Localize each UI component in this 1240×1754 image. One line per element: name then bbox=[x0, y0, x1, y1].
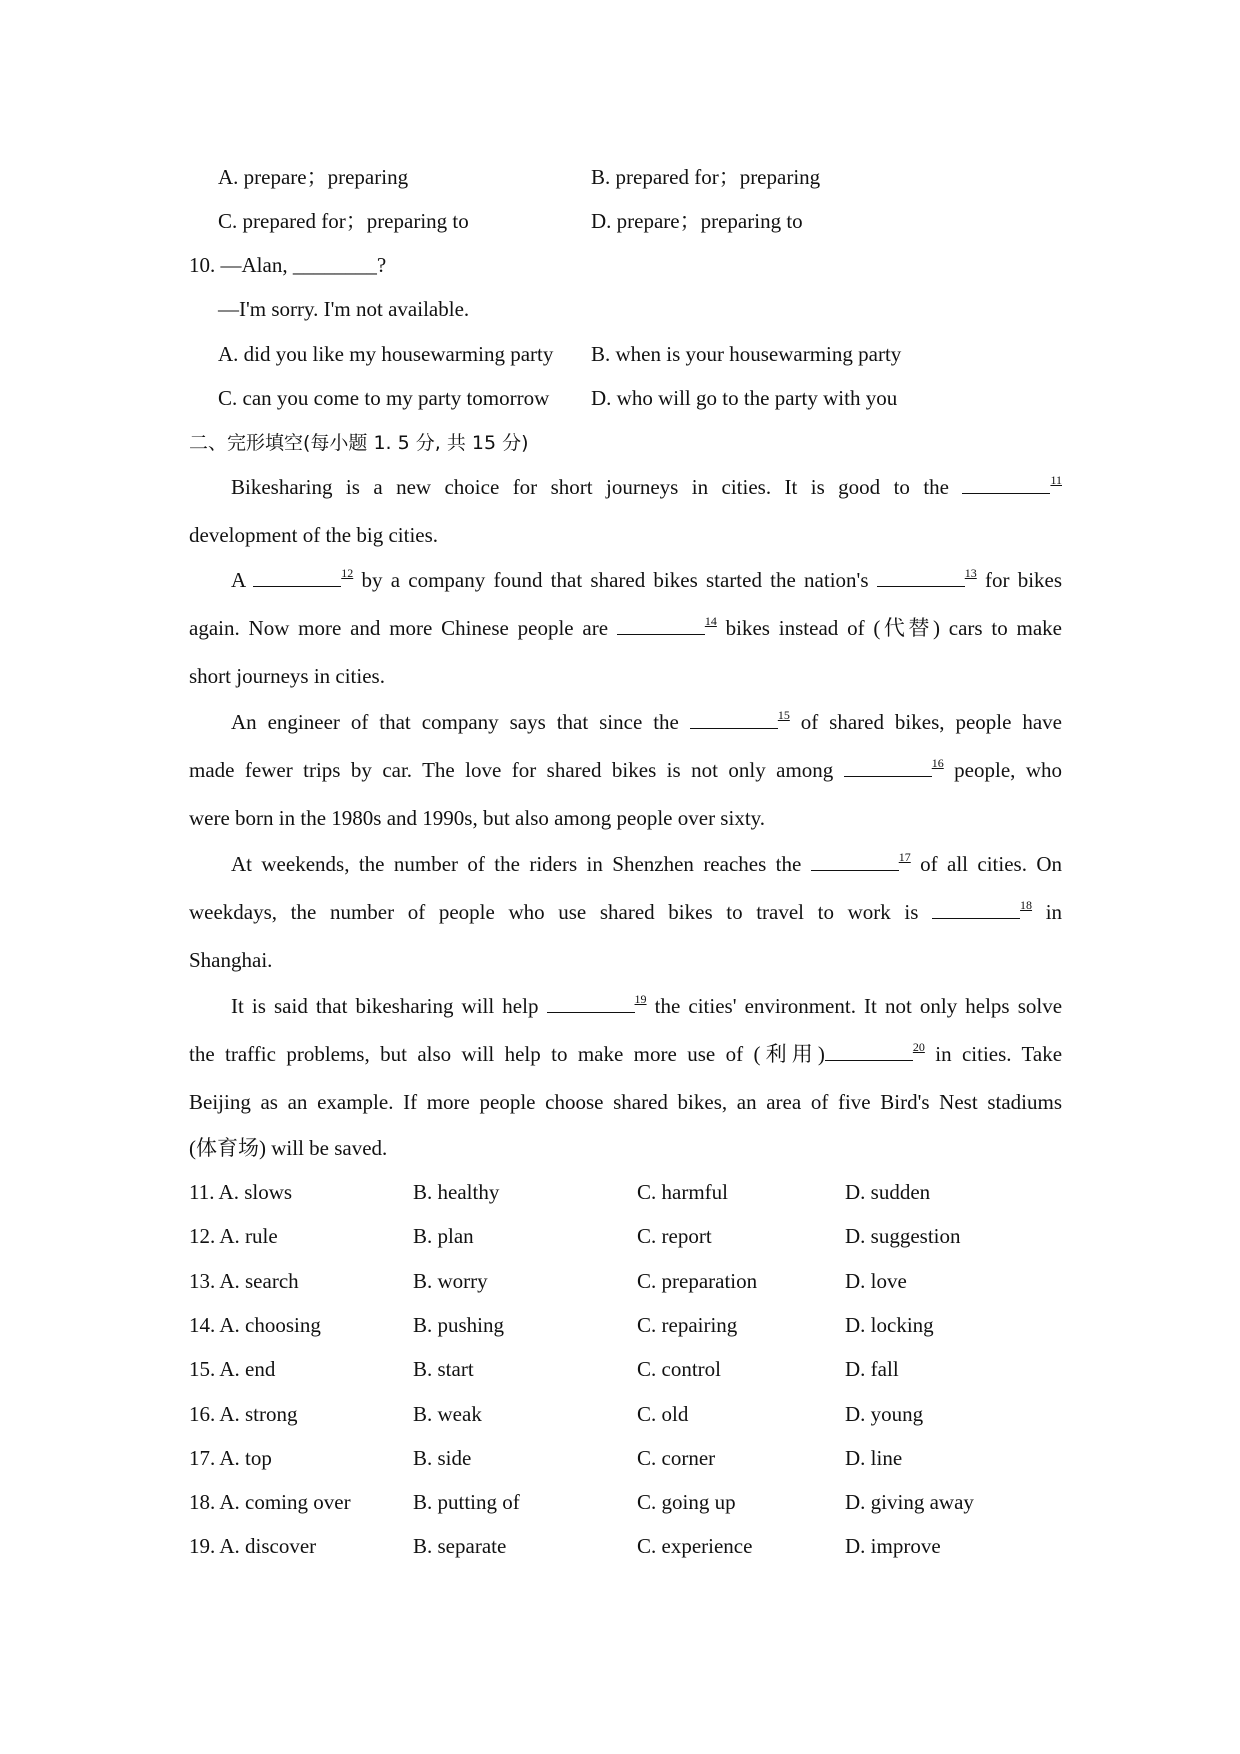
choice-option[interactable]: C. experience bbox=[637, 1534, 753, 1559]
blank-number: 15 bbox=[777, 708, 790, 722]
choice-option[interactable]: 16. A. strong bbox=[189, 1401, 298, 1426]
passage-text: made fewer trips by car. The love for shared bikes is not only among bbox=[189, 758, 834, 782]
passage-text: A bbox=[231, 568, 246, 592]
blank-number: 18 bbox=[1020, 898, 1033, 912]
choice-option[interactable]: D. giving away bbox=[845, 1490, 974, 1515]
choice-option[interactable]: B. plan bbox=[413, 1224, 474, 1249]
passage-line bbox=[189, 899, 1062, 925]
blank-number: 12 bbox=[341, 566, 354, 580]
choice-option[interactable]: B. separate bbox=[413, 1534, 507, 1559]
choice-option[interactable]: D. suggestion bbox=[845, 1224, 961, 1249]
blank-15[interactable] bbox=[690, 710, 778, 729]
passage-text: bikes instead of (代替) cars to make bbox=[725, 616, 1063, 640]
choice-option[interactable]: C. old bbox=[637, 1401, 689, 1426]
blank-number: 16 bbox=[931, 756, 944, 770]
passage-text: people, who bbox=[954, 758, 1062, 782]
passage-text: An engineer of that company says that since the bbox=[231, 710, 679, 734]
passage-text: for bikes bbox=[984, 568, 1063, 592]
blank-20[interactable] bbox=[825, 1042, 913, 1061]
passage-text: of shared bikes, people have bbox=[800, 710, 1062, 734]
passage-line: Beijing as an example. If more people choose shared bikes, an area of five Bird's Nest stadiums bbox=[189, 1090, 1062, 1114]
choice-option[interactable]: B. worry bbox=[413, 1268, 488, 1293]
q10-stem: 10. —Alan, ________? bbox=[189, 253, 387, 277]
blank-18[interactable] bbox=[932, 900, 1020, 919]
passage-line: Shanghai. bbox=[189, 948, 273, 972]
passage-line: were born in the 1980s and 1990s, but also among people over sixty. bbox=[189, 806, 766, 830]
q9-option-d: D. prepare；preparing to bbox=[591, 209, 803, 233]
q10-reply: —I'm sorry. I'm not available. bbox=[218, 297, 470, 321]
choice-option[interactable]: B. putting of bbox=[413, 1490, 520, 1515]
passage-text: in cities. Take bbox=[935, 1042, 1063, 1066]
choice-option[interactable]: D. fall bbox=[845, 1357, 899, 1382]
choice-option[interactable]: D. improve bbox=[845, 1534, 941, 1559]
choice-option[interactable]: C. going up bbox=[637, 1490, 736, 1515]
passage-line bbox=[231, 851, 1062, 877]
passage-text: weekdays, the number of people who use shared bikes to travel to work is bbox=[189, 900, 919, 924]
choice-option[interactable]: D. locking bbox=[845, 1312, 934, 1337]
q10-option-a: A. did you like my housewarming party bbox=[218, 342, 554, 366]
q10-option-d: D. who will go to the party with you bbox=[591, 386, 898, 410]
choice-option[interactable]: D. love bbox=[845, 1268, 907, 1293]
blank-16[interactable] bbox=[844, 758, 932, 777]
blank-19[interactable] bbox=[547, 994, 635, 1013]
q9-option-b: B. prepared for；preparing bbox=[591, 165, 821, 189]
passage-line bbox=[189, 1041, 1062, 1067]
choice-option[interactable]: C. corner bbox=[637, 1445, 716, 1470]
passage-line: development of the big cities. bbox=[189, 523, 439, 547]
choice-option[interactable]: D. line bbox=[845, 1445, 903, 1470]
choice-option[interactable]: B. start bbox=[413, 1357, 474, 1382]
passage-text: the cities' environment. It not only helps solve bbox=[654, 994, 1063, 1018]
choice-option[interactable]: 12. A. rule bbox=[189, 1224, 278, 1249]
blank-number: 20 bbox=[912, 1040, 925, 1054]
passage-text: the traffic problems, but also will help to make more use of (利用) bbox=[189, 1042, 825, 1066]
passage-text: Bikesharing is a new choice for short journeys in cities. It is good to the bbox=[231, 475, 950, 499]
blank-11[interactable] bbox=[962, 475, 1050, 494]
choice-option[interactable]: 18. A. coming over bbox=[189, 1490, 351, 1515]
choice-option[interactable]: D. young bbox=[845, 1401, 924, 1426]
blank-12[interactable] bbox=[253, 568, 341, 587]
passage-text: It is said that bikesharing will help bbox=[231, 994, 539, 1018]
choice-option[interactable]: D. sudden bbox=[845, 1180, 931, 1204]
passage-line bbox=[231, 709, 1062, 735]
q9-option-a: A. prepare；preparing bbox=[218, 165, 409, 189]
choice-option[interactable]: 11. A. slows bbox=[189, 1180, 293, 1204]
passage-text: in bbox=[1045, 900, 1063, 924]
passage-text: of all cities. On bbox=[920, 852, 1063, 876]
choice-option[interactable]: 19. A. discover bbox=[189, 1534, 317, 1559]
choice-option[interactable]: 14. A. choosing bbox=[189, 1312, 321, 1337]
choice-option[interactable]: 13. A. search bbox=[189, 1268, 299, 1293]
passage-line: (体育场) will be saved. bbox=[189, 1136, 388, 1160]
passage-line bbox=[189, 757, 1062, 783]
passage-text: At weekends, the number of the riders in Shenzhen reaches the bbox=[231, 852, 802, 876]
passage-line bbox=[189, 615, 1062, 641]
passage-line bbox=[231, 993, 1062, 1019]
choice-option[interactable]: B. side bbox=[413, 1445, 472, 1470]
choice-option[interactable]: B. pushing bbox=[413, 1312, 505, 1337]
choice-option[interactable]: C. control bbox=[637, 1357, 721, 1382]
choice-option[interactable]: 17. A. top bbox=[189, 1445, 272, 1470]
passage-line: short journeys in cities. bbox=[189, 664, 385, 688]
blank-14[interactable] bbox=[617, 616, 705, 635]
q9-option-c: C. prepared for；preparing to bbox=[218, 209, 469, 233]
choice-option[interactable]: C. harmful bbox=[637, 1180, 728, 1204]
choice-option[interactable]: C. repairing bbox=[637, 1312, 738, 1337]
passage-line bbox=[231, 567, 1062, 593]
choice-option[interactable]: C. preparation bbox=[637, 1268, 758, 1293]
passage-line bbox=[231, 474, 1062, 500]
blank-number: 17 bbox=[898, 850, 911, 864]
passage-text: by a company found that shared bikes started the nation's bbox=[361, 568, 869, 592]
choice-option[interactable]: B. weak bbox=[413, 1401, 482, 1426]
blank-number: 14 bbox=[704, 614, 717, 628]
q10-option-c: C. can you come to my party tomorrow bbox=[218, 386, 550, 410]
choice-option[interactable]: 15. A. end bbox=[189, 1357, 276, 1382]
blank-number: 19 bbox=[634, 992, 647, 1006]
blank-13[interactable] bbox=[877, 568, 965, 587]
choice-option[interactable]: C. report bbox=[637, 1224, 712, 1249]
passage-text: again. Now more and more Chinese people are bbox=[189, 616, 609, 640]
choice-option[interactable]: B. healthy bbox=[413, 1180, 500, 1204]
blank-17[interactable] bbox=[811, 852, 899, 871]
blank-number: 13 bbox=[964, 566, 977, 580]
blank-number: 11 bbox=[1050, 473, 1062, 487]
section-title bbox=[189, 429, 529, 456]
q10-option-b: B. when is your housewarming party bbox=[591, 342, 902, 366]
section-title-text: 二、完形填空(每小题 1. 5 分, 共 15 分) bbox=[189, 432, 529, 454]
